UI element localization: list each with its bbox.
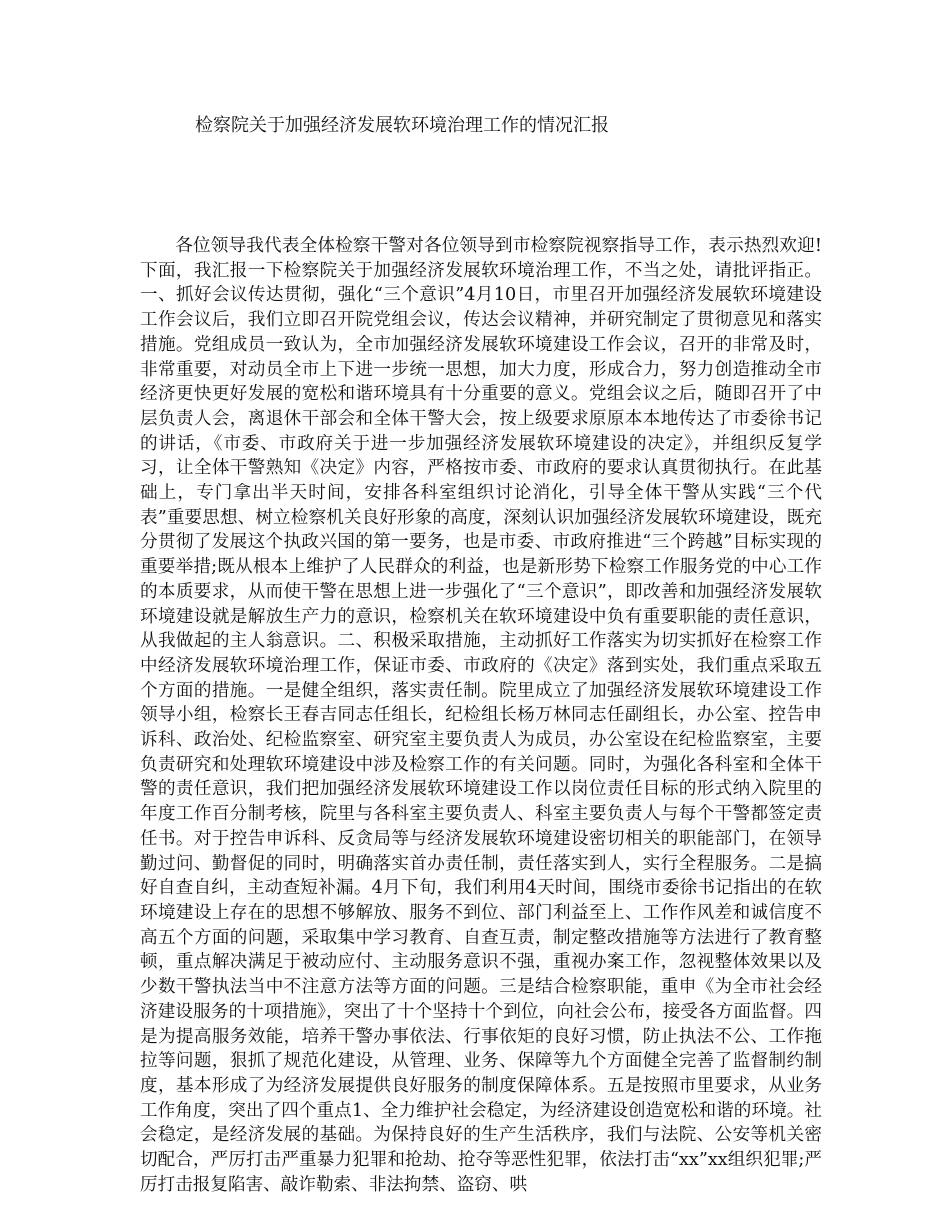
document-title: 检察院关于加强经济发展软环境治理工作的情况汇报 xyxy=(195,115,609,136)
document-body: 各位领导我代表全体检察干警对各位领导到市检察院视察指导工作，表示热烈欢迎!下面，我汇报一下检察院关于加强经济发展软环境治理工作，不当之处，请批评指正。一、抓好会议传达贯彻，强化“三个意识”4月10日，市里召开加强经济发展软环境建设工作会议后，我们立即召开院党组会议，传达会议精神，并研究制定了贯彻意见和落实措施。党组成员一致认为，全市加强经济发展软环境建设工作会议，召开的非常及时，非常重要，对动员全市上下进一步统一思想，加大力度，形成合力，努力创造推动全市经济更快更好发展的宽松和谐环境具有十分重要的意义。党组会议之后，随即召开了中层负责人会，离退休干部会和全体干警大会，按上级要求原原本本地传达了市委徐书记的讲话，《市委、市政府关于进一步加强经济发展软环境建设的决定》，并组织反复学习，让全体干警熟知《决定》内容，严格按市委、市政府的要求认真贯彻执行。在此基础上，专门拿出半天时间，安排各科室组织讨论消化，引导全体干警从实践“三个代表”重要思想、树立检察机关良好形象的高度，深刻认识加强经济发展软环境建设，既充分贯彻了发展这个执政兴国的第一要务，也是市委、市政府推进“三个跨越”目标实现的重要举措;既从根本上维护了人民群众的利益，也是新形势下检察工作服务党的中心工作的本质要求，从而使干警在思想上进一步强化了“三个意识”，即改善和加强经济发展软环境建设就是解放生产力的意识，检察机关在软环境建设中负有重要职能的责任意识，从我做起的主人翁意识。二、积极采取措施，主动抓好工作落实为切实抓好在检察工作中经济发展软环境治理工作，保证市委、市政府的《决定》落到实处，我们重点采取五个方面的措施。一是健全组织，落实责任制。院里成立了加强经济发展软环境建设工作领导小组，检察长王春吉同志任组长，纪检组长杨万林同志任副组长，办公室、控告申诉科、政治处、纪检监察室、研究室主要负责人为成员，办公室设在纪检监察室，主要负责研究和处理软环境建设中涉及检察工作的有关问题。同时，为强化各科室和全体干警的责任意识，我们把加强经济发展软环境建设工作以岗位责任目标的形式纳入院里的年度工作百分制考核，院里与各科室主要负责人、科室主要负责人与每个干警都签定责任书。对于控告申诉科、反贪局等与经济发展软环境建设密切相关的职能部门，在领导勤过问、勤督促的同时，明确落实首办责任制，责任落实到人，实行全程服务。二是搞好自查自纠，主动查短补漏。4月下旬，我们利用4天时间，围绕市委徐书记指出的在软环境建设上存在的思想不够解放、服务不到位、部门利益至上、工作作风差和诚信度不高五个方面的问题，采取集中学习教育、自查互责，制定整改措施等方法进行了教育整顿，重点解决满足于被动应付、主动服务意识不强，重视办案工作，忽视整体效果以及少数干警执法当中不注意方法等方面的问题。三是结合检察职能，重申《为全市社会经济建设服务的十项措施》，突出了十个坚持十个到位，向社会公布，接受各方面监督。四是为提高服务效能，培养干警办事依法、行事依矩的良好习惯，防止执法不公、工作拖拉等问题，狠抓了规范化建设，从管理、业务、保障等九个方面健全完善了监督制约制度，基本形成了为经济发展提供良好服务的制度保障体系。五是按照市里要求，从业务工作角度，突出了四个重点1、全力维护社会稳定，为经济建设创造宽松和谐的环境。社会稳定，是经济发展的基础。为保持良好的生产生活秩序，我们与法院、公安等机关密切配合，严厉打击严重暴力犯罪和抢劫、抢夺等恶性犯罪，依法打击“xx”xx组织犯罪;严厉打击报复陷害、敲诈勒索、非法拘禁、盗窃、哄 xyxy=(140,236,822,1195)
